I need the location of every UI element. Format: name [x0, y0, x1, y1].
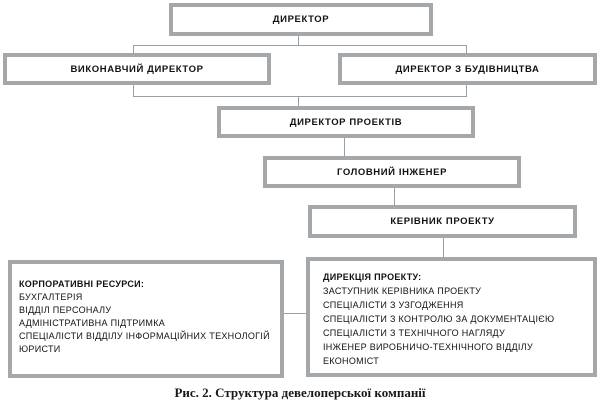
node-project-manager-label: КЕРІВНИК ПРОЕКТУ: [390, 216, 495, 227]
list-item: ЕКОНОМІСТ: [323, 356, 380, 366]
figure-caption: Рис. 2. Структура девелоперської компанії: [174, 385, 426, 400]
connector-construction-top: [466, 45, 467, 53]
corporate-resources-box: [8, 260, 284, 378]
list-item: СПЕЦІАЛІСТИ ВІДДІЛУ ІНФОРМАЦІЙНИХ ТЕХНОЛОГІЙ: [19, 331, 270, 341]
list-item: АДМІНІСТРАТИВНА ПІДТРИМКА: [19, 318, 166, 328]
list-item: ЮРИСТИ: [19, 344, 61, 354]
node-construction-director-label: ДИРЕКТОР З БУДІВНИЦТВА: [395, 63, 540, 75]
corporate-resources-title: КОРПОРАТИВНІ РЕСУРСИ:: [19, 279, 145, 289]
list-item: ІНЖЕНЕР ВИРОБНИЧО-ТЕХНІЧНОГО ВІДДІЛУ: [323, 342, 533, 352]
node-executive-director-label: ВИКОНАВЧИЙ ДИРЕКТОР: [70, 63, 204, 75]
list-item: СПЕЦІАЛІСТИ З КОНТРОЛЮ ЗА ДОКУМЕНТАЦІЄЮ: [323, 314, 555, 324]
connector-engineer-manager: [394, 188, 395, 205]
node-projects-director-label: ДИРЕКТОР ПРОЕКТІВ: [289, 116, 403, 128]
list-item: СПЕЦІАЛІСТИ З УЗГОДЖЕННЯ: [323, 300, 464, 310]
connector-resources-directorate: [284, 313, 306, 314]
node-director-label: ДИРЕКТОР: [272, 14, 330, 25]
node-project-manager: [308, 205, 577, 238]
node-chief-engineer: [263, 156, 521, 188]
connector-projects-top: [298, 96, 299, 106]
list-item: ЗАСТУПНИК КЕРІВНИКА ПРОЕКТУ: [323, 286, 482, 296]
node-executive-director: [3, 53, 271, 85]
connector-manager-directorate: [443, 238, 444, 257]
connector-top-horizontal: [133, 45, 467, 46]
list-item: БУХГАЛТЕРІЯ: [19, 292, 83, 302]
project-directorate-box: [306, 257, 597, 377]
node-director: [169, 3, 433, 36]
node-projects-director: [217, 106, 475, 138]
connector-director-down: [298, 36, 299, 45]
node-construction-director: [338, 53, 597, 85]
node-chief-engineer-label: ГОЛОВНИЙ ІНЖЕНЕР: [336, 166, 448, 178]
connector-projects-engineer: [344, 138, 345, 156]
connector-mid-horizontal: [133, 96, 467, 97]
project-directorate-title: ДИРЕКЦІЯ ПРОЕКТУ:: [323, 272, 422, 282]
connector-executive-top: [133, 45, 134, 53]
list-item: ВІДДІЛ ПЕРСОНАЛУ: [19, 305, 112, 315]
list-item: СПЕЦІАЛІСТИ З ТЕХНІЧНОГО НАГЛЯДУ: [323, 328, 506, 338]
